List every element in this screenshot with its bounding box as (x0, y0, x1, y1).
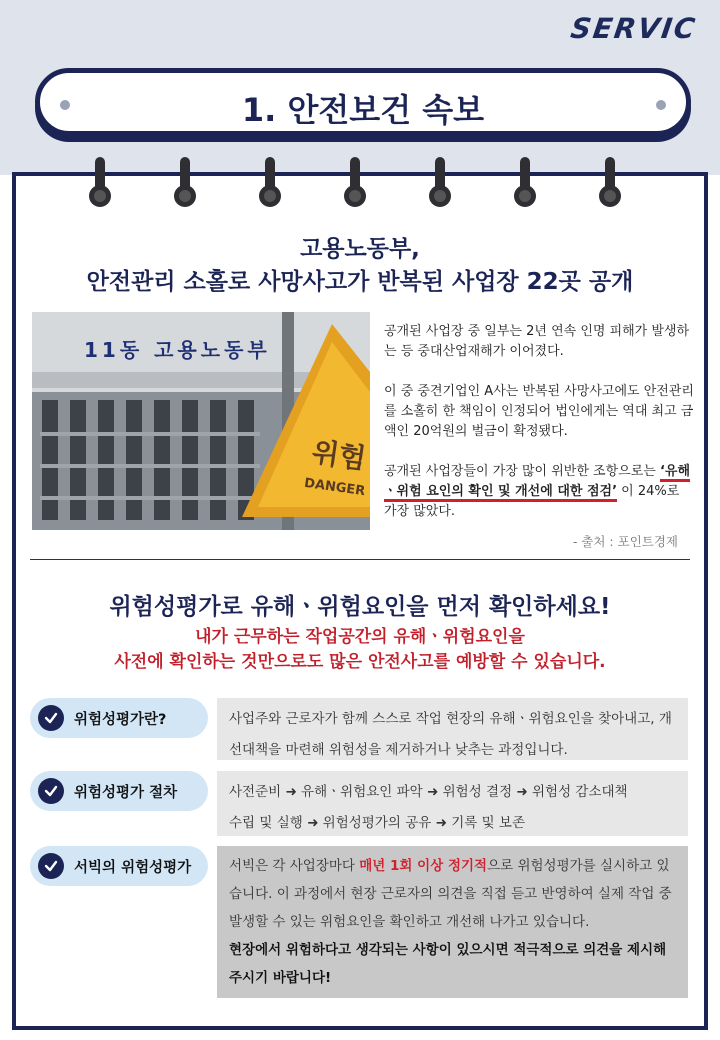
news-headline (40, 233, 680, 299)
row-content-definition: 사업주와 근로자가 함께 스스로 작업 현장의 유해ㆍ위험요인을 찾아내고, 개선대책을 마련해 위험성을 제거하거나 낮추는 과정입니다. (217, 698, 688, 760)
news-paragraph: 공개된 사업장 중 일부는 2년 연속 인명 피해가 발생하는 등 중대산업재해가 이어졌다. (384, 324, 690, 359)
row-label-definition (30, 698, 208, 738)
row-content-procedure (217, 771, 688, 836)
danger-sign-text: 위험 (309, 435, 368, 476)
procedure-line: 사전준비 ➜ 유해ㆍ위험요인 파악 ➜ 위험성 결정 ➜ 위험성 감소대책 (229, 784, 628, 800)
building-sign: 11동 고용노동부 (84, 338, 271, 362)
binder-ring-icon (259, 157, 281, 211)
title-banner (35, 68, 691, 136)
news-paragraph (384, 462, 694, 522)
section-title: 위험성평가로 유해ㆍ위험요인을 먼저 확인하세요! (109, 594, 611, 620)
news-text: 공개된 사업장들이 가장 많이 위반한 조항으로는 (384, 464, 660, 479)
news-text: 이 24%로 가장 많았다. (384, 484, 680, 519)
news-source: - 출처 : 포인트경제 (572, 534, 678, 549)
subtitle-line: 사전에 확인하는 것만으로도 많은 안전사고를 예방할 수 있습니다. (114, 652, 606, 672)
headline-line: 안전관리 소홀로 사망사고가 반복된 사업장 22곳 공개 (86, 269, 634, 295)
row-label-text: 서빅의 위험성평가 (74, 859, 192, 876)
row-label-text: 위험성평가란? (74, 711, 167, 728)
binder-ring-icon (344, 157, 366, 211)
check-icon (38, 705, 64, 731)
binder-ring-icon (599, 157, 621, 211)
banner-dot-icon (656, 100, 666, 110)
check-icon (38, 778, 64, 804)
subtitle-line: 내가 근무하는 작업공간의 유해ㆍ위험요인을 (195, 627, 525, 647)
headline-line: 고용노동부, (300, 236, 420, 262)
servic-text: 서빅은 각 사업장마다 (229, 858, 360, 874)
page-title: 1. 안전보건 속보 (241, 91, 485, 129)
news-photo (32, 312, 370, 530)
servic-call-to-action: 현장에서 위험하다고 생각되는 사항이 있으시면 적극적으로 의견을 제시해 주시기 바랍니다! (229, 942, 667, 986)
procedure-line: 수립 및 실행 ➜ 위험성평가의 공유 ➜ 기록 및 보존 (229, 815, 525, 831)
binder-ring-icon (514, 157, 536, 211)
news-highlight: ‘유해ㆍ위험 요인의 확인 및 개선에 대한 점검’ (384, 464, 690, 502)
check-icon (38, 853, 64, 879)
servic-text: 으로 위험성평가를 실시하고 있습니다. 이 과정에서 현장 근로자의 의견을 직접 듣고 반영하여 실제 작업 중 발생할 수 있는 위험요인을 확인하고 개선해 나가고 있습니다. (229, 858, 672, 930)
row-label-servic (30, 846, 208, 886)
row-label-text: 위험성평가 절차 (74, 784, 178, 801)
brand-logo: SERVIC (568, 12, 699, 45)
section-subtitle (0, 625, 720, 675)
servic-emphasis: 매년 1회 이상 정기적 (359, 858, 488, 874)
binder-ring-icon (174, 157, 196, 211)
section-divider (30, 559, 690, 560)
danger-sign-text-en: DANGER (303, 475, 367, 500)
news-paragraph: 이 중 중견기업인 A사는 반복된 사망사고에도 안전관리를 소홀히 한 책임이 인정되어 법인에게는 역대 최고 금액인 20억원의 벌금이 확정됐다. (384, 384, 694, 439)
row-content-servic (217, 846, 688, 998)
binder-ring-icon (89, 157, 111, 211)
row-label-procedure (30, 771, 208, 811)
news-body (384, 322, 694, 542)
binder-ring-icon (429, 157, 451, 211)
